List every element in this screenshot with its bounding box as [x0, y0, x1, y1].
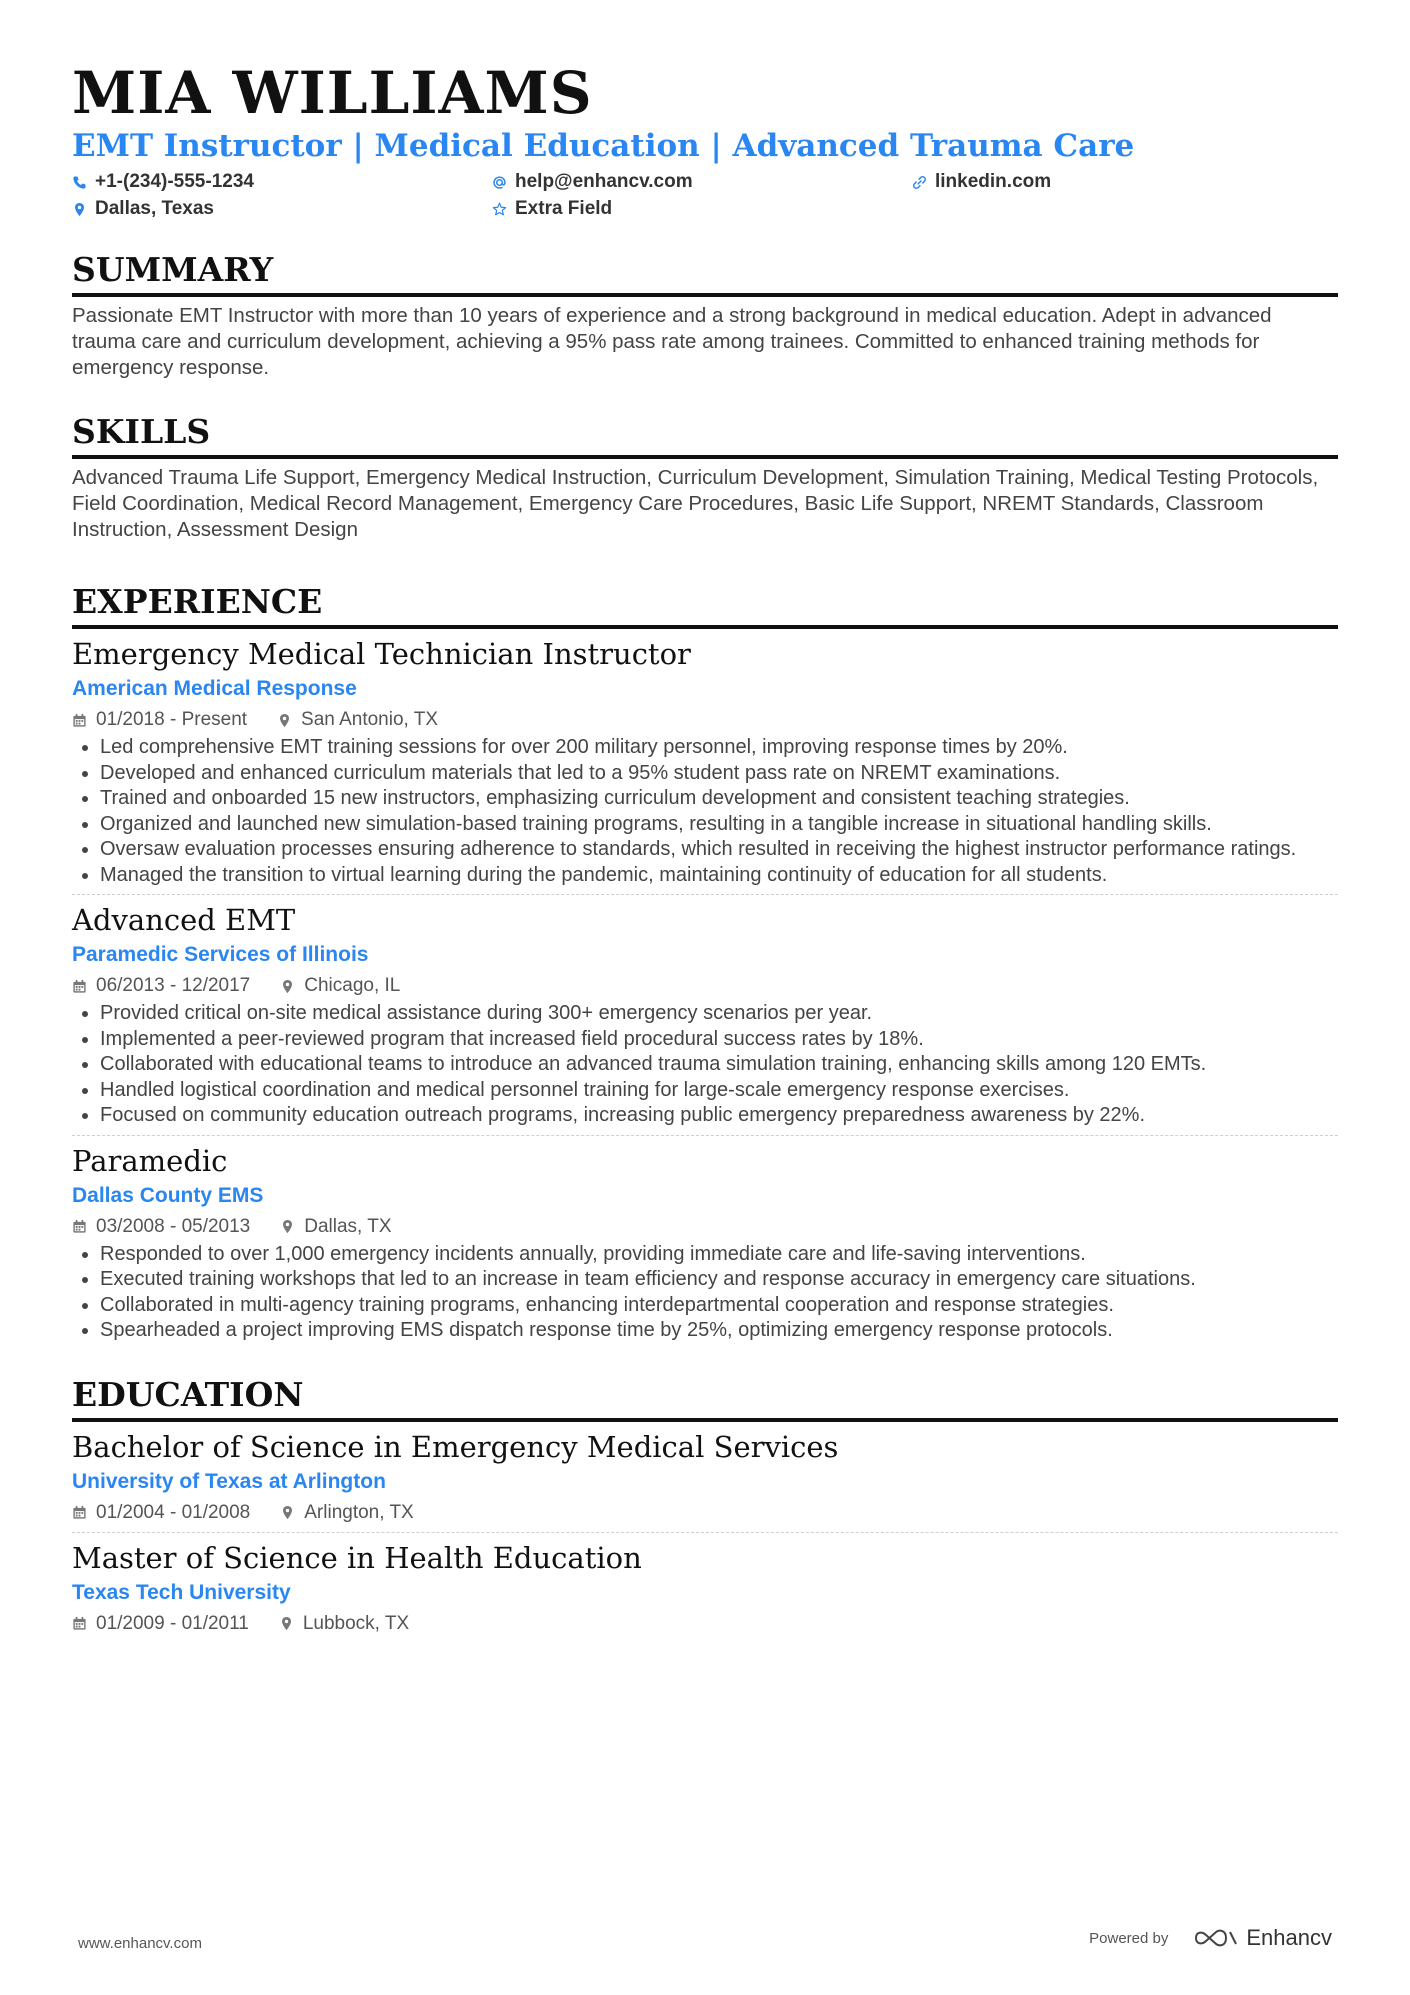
- enhancv-logo-icon: [1192, 1926, 1238, 1950]
- experience-entry: [72, 635, 1338, 894]
- bullet-item: • Implemented a peer-reviewed program that increased field procedural success rates by 18%.: [100, 1027, 1338, 1053]
- contact-email[interactable]: [492, 170, 912, 194]
- job-location-text: San Antonio, TX: [301, 709, 439, 730]
- bullet-item: • Spearheaded a project improving EMS dispatch response time by 25%, optimizing emergency response protocols.: [100, 1318, 1338, 1344]
- location-text: Dallas, Texas: [95, 198, 215, 219]
- experience-entry: [72, 1135, 1338, 1350]
- education-entry: [72, 1428, 1338, 1532]
- education-meta: [72, 1500, 1338, 1526]
- headline: EMT Instructor | Medical Education | Advanced Trauma Care: [72, 128, 1135, 164]
- summary-section: [72, 249, 1338, 381]
- company-name: American Medical Response: [72, 677, 357, 700]
- job-bullets: [72, 1242, 1338, 1344]
- skills-title: SKILLS: [72, 411, 1338, 459]
- education-entry: [72, 1532, 1338, 1643]
- bullet-item: • Executed training workshops that led to an increase in team efficiency and response accuracy in emergency care situations.: [100, 1267, 1338, 1293]
- bullet-item: • Organized and launched new simulation-based training programs, resulting in a tangible increase in situational handling skills.: [100, 812, 1338, 838]
- phone-text: +1-(234)-555-1234: [95, 171, 254, 192]
- company-name: Paramedic Services of Illinois: [72, 943, 369, 966]
- star-icon: [492, 202, 507, 217]
- experience-section: [72, 581, 1338, 1350]
- education-dates: 01/2009 - 01/2011: [96, 1612, 249, 1634]
- skills-text: Advanced Trauma Life Support, Emergency Medical Instruction, Curriculum Development, Simulation Training, Medical Testing Protocols, Field Coordination, Medical Record Management, Emergency Care Procedures, Basic Life Support, NREMT Standards, Classroom Instruction, Assessment Design: [72, 466, 1319, 541]
- job-bullets: [72, 735, 1338, 888]
- bullet-item: • Handled logistical coordination and medical personnel training for large-scale emergency response exercises.: [100, 1078, 1338, 1104]
- brand-name: Enhancv: [1246, 1925, 1332, 1950]
- calendar-icon: [72, 1616, 87, 1631]
- degree-title: Master of Science in Health Education: [72, 1540, 642, 1575]
- degree-title: Bachelor of Science in Emergency Medical Services: [72, 1429, 839, 1464]
- contact-linkedin[interactable]: [912, 170, 1332, 194]
- bullet-item: • Responded to over 1,000 emergency incidents annually, providing immediate care and life-saving interventions.: [100, 1242, 1338, 1268]
- contact-extra: [492, 197, 912, 221]
- at-sign-icon: [492, 175, 507, 190]
- job-location: [280, 1214, 391, 1240]
- school-name: University of Texas at Arlington: [72, 1469, 386, 1493]
- linkedin-text: linkedin.com: [935, 171, 1052, 192]
- job-meta: [72, 973, 1338, 999]
- calendar-icon: [72, 1219, 87, 1234]
- powered-by-text: Powered by: [1089, 1929, 1169, 1947]
- education-location-text: Lubbock, TX: [302, 1612, 410, 1634]
- education-dates: 01/2004 - 01/2008: [96, 1501, 251, 1523]
- footer-website[interactable]: www.enhancv.com: [78, 1935, 202, 1952]
- summary-title: SUMMARY: [72, 249, 1338, 297]
- job-dates: 03/2008 - 05/2013: [96, 1215, 251, 1237]
- experience-entry: [72, 894, 1338, 1135]
- email-text: help@enhancv.com: [515, 171, 693, 192]
- bullet-item: • Trained and onboarded 15 new instructors, emphasizing curriculum development and consistent teaching strategies.: [100, 786, 1338, 812]
- job-location-text: Dallas, TX: [304, 1215, 392, 1237]
- bullet-item: • Collaborated in multi-agency training programs, enhancing interdepartmental cooperation and response strategies.: [100, 1293, 1338, 1319]
- education-location: [280, 1500, 413, 1526]
- bullet-item: • Led comprehensive EMT training sessions for over 200 military personnel, improving response times by 20%.: [100, 735, 1338, 761]
- footer-branding[interactable]: [1089, 1925, 1332, 1951]
- education-location-text: Arlington, TX: [304, 1501, 414, 1523]
- job-title: Advanced EMT: [72, 903, 296, 937]
- bullet-item: • Developed and enhanced curriculum materials that led to a 95% student pass rate on NREMT examinations.: [100, 761, 1338, 787]
- location-pin-icon: [279, 1616, 294, 1631]
- education-meta: [72, 1611, 1338, 1637]
- job-meta: [72, 707, 1338, 733]
- location-pin-icon: [280, 1219, 295, 1234]
- education-section: [72, 1374, 1338, 1643]
- bullet-item: • Focused on community education outreach programs, increasing public emergency preparedness awareness by 22%.: [100, 1103, 1338, 1129]
- phone-icon: [72, 175, 87, 190]
- summary-text: Passionate EMT Instructor with more than 10 years of experience and a strong background in medical education. Adept in advanced trauma care and curriculum development, achieving a 95% pass rate among trainees. Committed to enhanced training methods for emergency response.: [72, 304, 1272, 379]
- extra-field-text: Extra Field: [515, 198, 613, 219]
- link-icon: [912, 175, 927, 190]
- experience-title: EXPERIENCE: [72, 581, 1338, 629]
- calendar-icon: [72, 979, 87, 994]
- job-dates: 06/2013 - 12/2017: [96, 975, 251, 996]
- calendar-icon: [72, 713, 87, 728]
- candidate-name: MIA WILLIAMS: [72, 59, 593, 127]
- location-pin-icon: [72, 202, 87, 217]
- location-pin-icon: [277, 713, 292, 728]
- location-pin-icon: [280, 1505, 295, 1520]
- job-location-text: Chicago, IL: [304, 975, 401, 996]
- job-title: Emergency Medical Technician Instructor: [72, 637, 691, 671]
- job-location: [277, 707, 438, 733]
- contact-phone[interactable]: [72, 170, 492, 194]
- job-dates: 01/2018 - Present: [96, 709, 248, 730]
- location-pin-icon: [280, 979, 295, 994]
- job-bullets: [72, 1001, 1338, 1129]
- job-location: [280, 973, 400, 999]
- contact-location: [72, 197, 492, 221]
- contact-info: [72, 170, 1338, 221]
- company-name: Dallas County EMS: [72, 1183, 264, 1207]
- bullet-item: • Oversaw evaluation processes ensuring adherence to standards, which resulted in receiving the highest instructor performance ratings.: [100, 837, 1338, 863]
- education-title: EDUCATION: [72, 1374, 1338, 1422]
- bullet-item: • Collaborated with educational teams to introduce an advanced trauma simulation training, enhancing skills among 120 EMTs.: [100, 1052, 1338, 1078]
- education-location: [279, 1611, 409, 1637]
- bullet-item: • Provided critical on-site medical assistance during 300+ emergency scenarios per year.: [100, 1001, 1338, 1027]
- job-meta: [72, 1214, 1338, 1240]
- school-name: Texas Tech University: [72, 1580, 291, 1604]
- bullet-item: • Managed the transition to virtual learning during the pandemic, maintaining continuity of education for all students.: [100, 863, 1338, 889]
- calendar-icon: [72, 1505, 87, 1520]
- job-title: Paramedic: [72, 1143, 228, 1178]
- skills-section: [72, 411, 1338, 543]
